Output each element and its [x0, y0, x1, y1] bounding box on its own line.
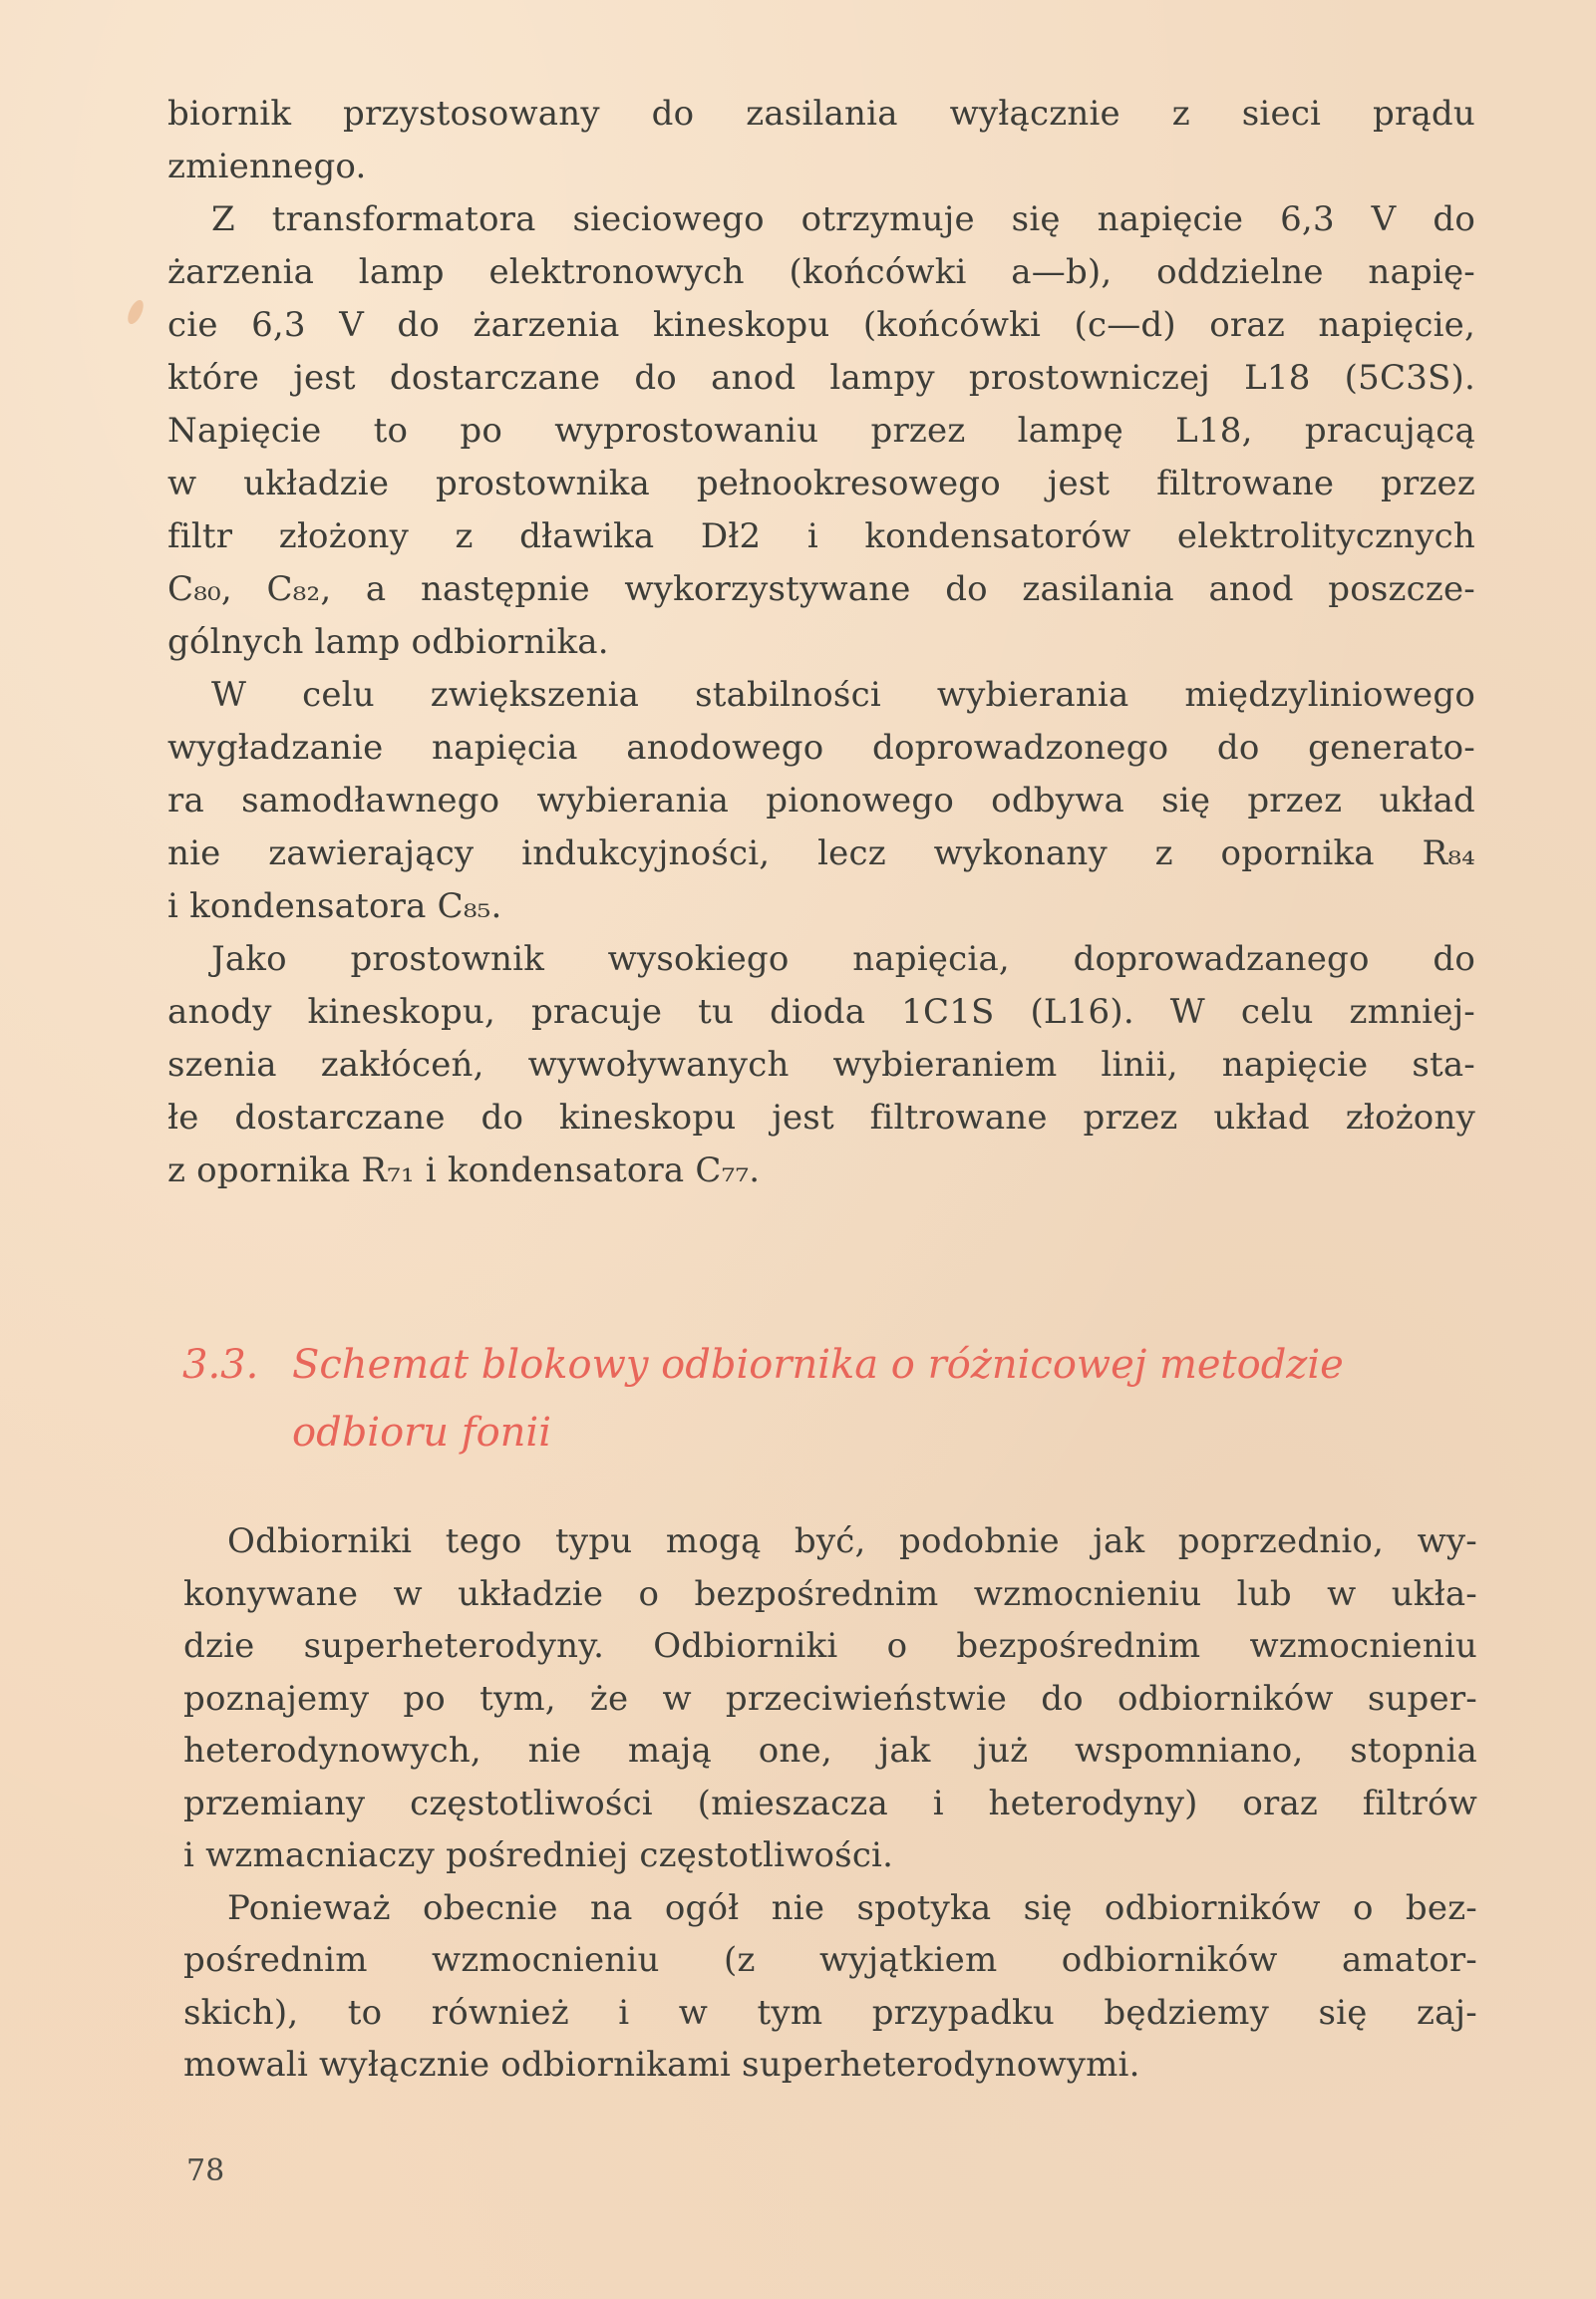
text-line: gólnych lamp odbiornika. [167, 622, 609, 662]
text-line: łe dostarczane do kineskopu jest filtrowane przez układ złożony [167, 1098, 1475, 1138]
text-line: i wzmacniaczy pośredniej częstotliwości. [183, 1835, 894, 1875]
text-line: konywane w układzie o bezpośrednim wzmocnieniu lub w ukła- [183, 1573, 1477, 1614]
text-line: pośrednim wzmocnieniu (z wyjątkiem odbiorników amator- [183, 1940, 1477, 1980]
text-line: dzie superheterodyny. Odbiorniki o bezpośrednim wzmocnieniu [183, 1626, 1477, 1666]
text-line: Jako prostownik wysokiego napięcia, doprowadzanego do [211, 939, 1475, 979]
text-line: W celu zwiększenia stabilności wybierania międzyliniowego [211, 675, 1475, 715]
text-block-receivers [183, 1515, 1477, 2092]
text-line: Z transformatora sieciowego otrzymuje się napięcie 6,3 V do [211, 199, 1475, 239]
section-number: 3.3. [182, 1342, 259, 1388]
text-line: filtr złożony z dławika Dł2 i kondensatorów elektrolitycznych [167, 516, 1475, 556]
text-line: nie zawierający indukcyjności, lecz wykonany z opornika R₈₄ [167, 833, 1475, 873]
section-title-line-2: odbioru fonii [292, 1410, 551, 1456]
text-line: wygładzanie napięcia anodowego doprowadzonego do generato- [167, 728, 1475, 768]
text-block-power-supply [167, 88, 1475, 1197]
text-line: anody kineskopu, pracuje tu dioda 1C1S (L16). W celu zmniej- [167, 992, 1475, 1032]
text-line: które jest dostarczane do anod lampy prostowniczej L18 (5C3S). [167, 358, 1475, 398]
section-title-line-1: Schemat blokowy odbiornika o różnicowej metodzie [292, 1342, 1344, 1388]
text-line: Odbiorniki tego typu mogą być, podobnie jak poprzednio, wy- [227, 1521, 1477, 1561]
text-line: poznajemy po tym, że w przeciwieństwie do odbiorników super- [183, 1678, 1477, 1719]
text-line: Napięcie to po wyprostowaniu przez lampę L18, pracującą [167, 411, 1475, 451]
text-line: szenia zakłóceń, wywoływanych wybieraniem linii, napięcie sta- [167, 1045, 1475, 1085]
section-heading [182, 1331, 1498, 1467]
page-number: 78 [186, 2153, 225, 2188]
text-line: przemiany częstotliwości (mieszacza i heterodyny) oraz filtrów [183, 1783, 1477, 1823]
text-line: heterodynowych, nie mają one, jak już wspomniano, stopnia [183, 1731, 1477, 1771]
text-line: w układzie prostownika pełnookresowego jest filtrowane przez [167, 464, 1475, 503]
text-line: C₈₀, C₈₂, a następnie wykorzystywane do zasilania anod poszcze- [167, 569, 1475, 609]
text-line: żarzenia lamp elektronowych (końcówki a—b), oddzielne napię- [167, 252, 1475, 292]
text-line: zmiennego. [167, 147, 367, 186]
text-line: i kondensatora C₈₅. [167, 886, 502, 926]
paper-stain [125, 298, 147, 327]
text-line: cie 6,3 V do żarzenia kineskopu (końcówki (c—d) oraz napięcie, [167, 305, 1475, 345]
text-line: biornik przystosowany do zasilania wyłącznie z sieci prądu [167, 94, 1475, 134]
text-line: ra samodławnego wybierania pionowego odbywa się przez układ [167, 781, 1475, 821]
text-line: mowali wyłącznie odbiornikami superheterodynowymi. [183, 2045, 1140, 2085]
text-line: Ponieważ obecnie na ogół nie spotyka się odbiorników o bez- [227, 1887, 1477, 1928]
text-line: skich), to również i w tym przypadku będziemy się zaj- [183, 1992, 1477, 2033]
text-line: z opornika R₇₁ i kondensatora C₇₇. [167, 1150, 761, 1190]
